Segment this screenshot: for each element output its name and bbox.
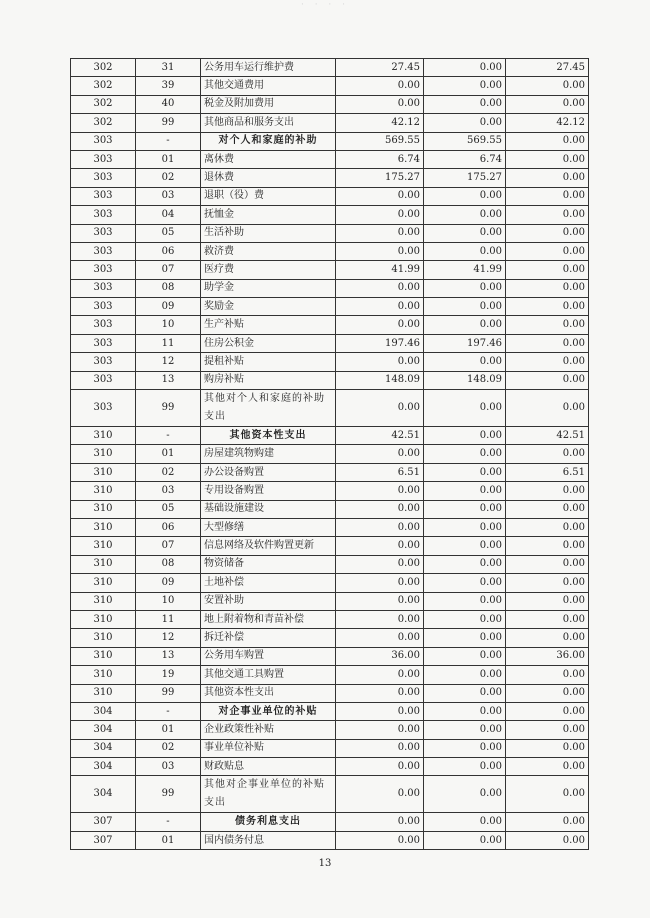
item-name-cell: 救济费 bbox=[201, 242, 336, 260]
table-row bbox=[71, 537, 589, 555]
total-cell: 0.00 bbox=[336, 776, 424, 813]
basic-cell: 0.00 bbox=[424, 702, 506, 720]
item-code-cell: 02 bbox=[136, 169, 201, 187]
basic-cell: 0.00 bbox=[424, 629, 506, 647]
basic-cell: 569.55 bbox=[424, 132, 506, 150]
item-code-cell: 12 bbox=[136, 629, 201, 647]
item-code-cell: 01 bbox=[136, 445, 201, 463]
item-code-cell: 06 bbox=[136, 518, 201, 536]
total-cell: 0.00 bbox=[336, 390, 424, 427]
project-cell: 0.00 bbox=[506, 592, 589, 610]
class-code-cell: 303 bbox=[71, 298, 136, 316]
total-cell: 0.00 bbox=[336, 206, 424, 224]
item-name-cell: 对个人和家庭的补助 bbox=[201, 132, 336, 150]
project-cell: 0.00 bbox=[506, 298, 589, 316]
total-cell: 0.00 bbox=[336, 758, 424, 776]
table-row bbox=[71, 555, 589, 573]
item-code-cell: 01 bbox=[136, 721, 201, 739]
class-code-cell: 310 bbox=[71, 463, 136, 481]
table-row bbox=[71, 316, 589, 334]
table-row bbox=[71, 298, 589, 316]
faint-scan-header: · · · · bbox=[300, 0, 350, 10]
basic-cell: 0.00 bbox=[424, 500, 506, 518]
item-name-cell: 其他资本性支出 bbox=[201, 427, 336, 445]
item-name-cell: 其他对个人和家庭的补助支出 bbox=[201, 390, 336, 427]
table-row bbox=[71, 371, 589, 389]
item-code-cell: 09 bbox=[136, 298, 201, 316]
total-cell: 0.00 bbox=[336, 445, 424, 463]
project-cell: 0.00 bbox=[506, 574, 589, 592]
total-cell: 0.00 bbox=[336, 224, 424, 242]
class-code-cell: 304 bbox=[71, 739, 136, 757]
basic-cell: 0.00 bbox=[424, 427, 506, 445]
total-cell: 41.99 bbox=[336, 261, 424, 279]
project-cell: 0.00 bbox=[506, 279, 589, 297]
total-cell: 0.00 bbox=[336, 298, 424, 316]
table-row bbox=[71, 463, 589, 481]
class-code-cell: 302 bbox=[71, 59, 136, 77]
total-cell: 0.00 bbox=[336, 610, 424, 628]
project-cell: 0.00 bbox=[506, 445, 589, 463]
total-cell: 36.00 bbox=[336, 647, 424, 665]
item-name-cell: 事业单位补贴 bbox=[201, 739, 336, 757]
item-code-cell: - bbox=[136, 132, 201, 150]
basic-cell: 0.00 bbox=[424, 77, 506, 95]
item-code-cell: - bbox=[136, 702, 201, 720]
item-code-cell: 99 bbox=[136, 114, 201, 132]
basic-cell: 0.00 bbox=[424, 537, 506, 555]
total-cell: 0.00 bbox=[336, 279, 424, 297]
item-code-cell: 07 bbox=[136, 537, 201, 555]
item-name-cell: 退休费 bbox=[201, 169, 336, 187]
project-cell: 0.00 bbox=[506, 95, 589, 113]
project-cell: 0.00 bbox=[506, 132, 589, 150]
item-name-cell: 其他资本性支出 bbox=[201, 684, 336, 702]
item-code-cell: 03 bbox=[136, 482, 201, 500]
table-row bbox=[71, 721, 589, 739]
total-cell: 197.46 bbox=[336, 334, 424, 352]
project-cell: 0.00 bbox=[506, 206, 589, 224]
total-cell: 0.00 bbox=[336, 629, 424, 647]
item-code-cell: - bbox=[136, 427, 201, 445]
item-name-cell: 其他交通费用 bbox=[201, 77, 336, 95]
item-name-cell: 专用设备购置 bbox=[201, 482, 336, 500]
table-row bbox=[71, 629, 589, 647]
item-code-cell: 08 bbox=[136, 555, 201, 573]
item-code-cell: 01 bbox=[136, 831, 201, 849]
class-code-cell: 303 bbox=[71, 390, 136, 427]
item-code-cell: 08 bbox=[136, 279, 201, 297]
table-row bbox=[71, 445, 589, 463]
item-name-cell: 大型修缮 bbox=[201, 518, 336, 536]
basic-cell: 0.00 bbox=[424, 59, 506, 77]
item-name-cell: 抚恤金 bbox=[201, 206, 336, 224]
table-row bbox=[71, 610, 589, 628]
item-code-cell: 04 bbox=[136, 206, 201, 224]
project-cell: 27.45 bbox=[506, 59, 589, 77]
class-code-cell: 304 bbox=[71, 758, 136, 776]
item-code-cell: 39 bbox=[136, 77, 201, 95]
class-code-cell: 303 bbox=[71, 316, 136, 334]
project-cell: 0.00 bbox=[506, 537, 589, 555]
project-cell: 0.00 bbox=[506, 261, 589, 279]
class-code-cell: 310 bbox=[71, 610, 136, 628]
item-name-cell: 土地补偿 bbox=[201, 574, 336, 592]
basic-cell: 0.00 bbox=[424, 518, 506, 536]
project-cell: 0.00 bbox=[506, 334, 589, 352]
item-code-cell: 13 bbox=[136, 371, 201, 389]
project-cell: 0.00 bbox=[506, 500, 589, 518]
table-row bbox=[71, 59, 589, 77]
class-code-cell: 303 bbox=[71, 261, 136, 279]
item-name-cell: 公务用车购置 bbox=[201, 647, 336, 665]
table-row bbox=[71, 261, 589, 279]
basic-cell: 0.00 bbox=[424, 224, 506, 242]
item-code-cell: 05 bbox=[136, 224, 201, 242]
total-cell: 0.00 bbox=[336, 555, 424, 573]
basic-cell: 0.00 bbox=[424, 353, 506, 371]
class-code-cell: 310 bbox=[71, 537, 136, 555]
project-cell: 36.00 bbox=[506, 647, 589, 665]
table-body bbox=[71, 59, 589, 850]
item-name-cell: 信息网络及软件购置更新 bbox=[201, 537, 336, 555]
class-code-cell: 310 bbox=[71, 482, 136, 500]
class-code-cell: 303 bbox=[71, 150, 136, 168]
basic-cell: 0.00 bbox=[424, 463, 506, 481]
table-row bbox=[71, 647, 589, 665]
basic-cell: 0.00 bbox=[424, 776, 506, 813]
item-code-cell: - bbox=[136, 813, 201, 831]
item-code-cell: 11 bbox=[136, 610, 201, 628]
item-name-cell: 离休费 bbox=[201, 150, 336, 168]
total-cell: 42.12 bbox=[336, 114, 424, 132]
project-cell: 0.00 bbox=[506, 739, 589, 757]
project-cell: 42.12 bbox=[506, 114, 589, 132]
expenditure-table bbox=[70, 58, 589, 850]
item-code-cell: 11 bbox=[136, 334, 201, 352]
table-row bbox=[71, 427, 589, 445]
project-cell: 0.00 bbox=[506, 390, 589, 427]
table-row bbox=[71, 739, 589, 757]
project-cell: 0.00 bbox=[506, 629, 589, 647]
total-cell: 0.00 bbox=[336, 187, 424, 205]
basic-cell: 0.00 bbox=[424, 206, 506, 224]
item-name-cell: 提租补贴 bbox=[201, 353, 336, 371]
basic-cell: 0.00 bbox=[424, 813, 506, 831]
basic-cell: 0.00 bbox=[424, 758, 506, 776]
basic-cell: 0.00 bbox=[424, 187, 506, 205]
table-row bbox=[71, 702, 589, 720]
page-number: 13 bbox=[318, 858, 332, 869]
item-code-cell: 31 bbox=[136, 59, 201, 77]
project-cell: 0.00 bbox=[506, 242, 589, 260]
basic-cell: 0.00 bbox=[424, 279, 506, 297]
basic-cell: 148.09 bbox=[424, 371, 506, 389]
total-cell: 0.00 bbox=[336, 831, 424, 849]
project-cell: 0.00 bbox=[506, 813, 589, 831]
class-code-cell: 302 bbox=[71, 114, 136, 132]
item-code-cell: 03 bbox=[136, 187, 201, 205]
item-name-cell: 购房补贴 bbox=[201, 371, 336, 389]
item-name-cell: 其他交通工具购置 bbox=[201, 666, 336, 684]
class-code-cell: 303 bbox=[71, 353, 136, 371]
item-name-cell: 助学金 bbox=[201, 279, 336, 297]
basic-cell: 6.74 bbox=[424, 150, 506, 168]
item-code-cell: 12 bbox=[136, 353, 201, 371]
total-cell: 0.00 bbox=[336, 574, 424, 592]
table-row bbox=[71, 831, 589, 849]
total-cell: 0.00 bbox=[336, 721, 424, 739]
item-name-cell: 其他商品和服务支出 bbox=[201, 114, 336, 132]
total-cell: 0.00 bbox=[336, 316, 424, 334]
class-code-cell: 304 bbox=[71, 776, 136, 813]
table-row bbox=[71, 482, 589, 500]
class-code-cell: 302 bbox=[71, 95, 136, 113]
basic-cell: 0.00 bbox=[424, 574, 506, 592]
table-row bbox=[71, 114, 589, 132]
item-name-cell: 住房公积金 bbox=[201, 334, 336, 352]
class-code-cell: 310 bbox=[71, 647, 136, 665]
class-code-cell: 310 bbox=[71, 574, 136, 592]
item-name-cell: 企业政策性补贴 bbox=[201, 721, 336, 739]
project-cell: 0.00 bbox=[506, 666, 589, 684]
item-name-cell: 财政贴息 bbox=[201, 758, 336, 776]
item-name-cell: 对企事业单位的补贴 bbox=[201, 702, 336, 720]
class-code-cell: 310 bbox=[71, 592, 136, 610]
class-code-cell: 310 bbox=[71, 666, 136, 684]
table-row bbox=[71, 150, 589, 168]
table-row bbox=[71, 132, 589, 150]
item-code-cell: 99 bbox=[136, 776, 201, 813]
total-cell: 0.00 bbox=[336, 592, 424, 610]
basic-cell: 0.00 bbox=[424, 721, 506, 739]
table-row bbox=[71, 224, 589, 242]
class-code-cell: 303 bbox=[71, 206, 136, 224]
item-code-cell: 13 bbox=[136, 647, 201, 665]
project-cell: 0.00 bbox=[506, 610, 589, 628]
project-cell: 0.00 bbox=[506, 776, 589, 813]
project-cell: 0.00 bbox=[506, 187, 589, 205]
class-code-cell: 304 bbox=[71, 702, 136, 720]
table-row bbox=[71, 77, 589, 95]
basic-cell: 0.00 bbox=[424, 592, 506, 610]
total-cell: 27.45 bbox=[336, 59, 424, 77]
basic-cell: 0.00 bbox=[424, 482, 506, 500]
basic-cell: 197.46 bbox=[424, 334, 506, 352]
project-cell: 0.00 bbox=[506, 721, 589, 739]
basic-cell: 41.99 bbox=[424, 261, 506, 279]
class-code-cell: 303 bbox=[71, 224, 136, 242]
item-name-cell: 公务用车运行维护费 bbox=[201, 59, 336, 77]
total-cell: 0.00 bbox=[336, 500, 424, 518]
table-row bbox=[71, 169, 589, 187]
total-cell: 0.00 bbox=[336, 537, 424, 555]
basic-cell: 0.00 bbox=[424, 666, 506, 684]
basic-cell: 0.00 bbox=[424, 610, 506, 628]
item-name-cell: 地上附着物和青苗补偿 bbox=[201, 610, 336, 628]
project-cell: 0.00 bbox=[506, 684, 589, 702]
item-name-cell: 拆迁补偿 bbox=[201, 629, 336, 647]
item-name-cell: 债务利息支出 bbox=[201, 813, 336, 831]
total-cell: 0.00 bbox=[336, 684, 424, 702]
table-row bbox=[71, 758, 589, 776]
total-cell: 148.09 bbox=[336, 371, 424, 389]
class-code-cell: 310 bbox=[71, 427, 136, 445]
item-code-cell: 06 bbox=[136, 242, 201, 260]
item-code-cell: 10 bbox=[136, 592, 201, 610]
basic-cell: 0.00 bbox=[424, 445, 506, 463]
item-name-cell: 房屋建筑物购建 bbox=[201, 445, 336, 463]
total-cell: 0.00 bbox=[336, 739, 424, 757]
table-row bbox=[71, 666, 589, 684]
table-row bbox=[71, 206, 589, 224]
basic-cell: 0.00 bbox=[424, 390, 506, 427]
project-cell: 0.00 bbox=[506, 555, 589, 573]
total-cell: 0.00 bbox=[336, 666, 424, 684]
item-code-cell: 07 bbox=[136, 261, 201, 279]
item-code-cell: 09 bbox=[136, 574, 201, 592]
total-cell: 0.00 bbox=[336, 482, 424, 500]
project-cell: 42.51 bbox=[506, 427, 589, 445]
total-cell: 0.00 bbox=[336, 242, 424, 260]
table-row bbox=[71, 390, 589, 427]
basic-cell: 0.00 bbox=[424, 647, 506, 665]
item-name-cell: 安置补助 bbox=[201, 592, 336, 610]
basic-cell: 175.27 bbox=[424, 169, 506, 187]
project-cell: 0.00 bbox=[506, 831, 589, 849]
total-cell: 0.00 bbox=[336, 95, 424, 113]
item-code-cell: 10 bbox=[136, 316, 201, 334]
item-name-cell: 其他对企事业单位的补贴支出 bbox=[201, 776, 336, 813]
class-code-cell: 304 bbox=[71, 721, 136, 739]
item-code-cell: 99 bbox=[136, 390, 201, 427]
class-code-cell: 307 bbox=[71, 831, 136, 849]
class-code-cell: 310 bbox=[71, 629, 136, 647]
item-name-cell: 奖励金 bbox=[201, 298, 336, 316]
class-code-cell: 303 bbox=[71, 187, 136, 205]
class-code-cell: 310 bbox=[71, 555, 136, 573]
class-code-cell: 303 bbox=[71, 132, 136, 150]
project-cell: 0.00 bbox=[506, 518, 589, 536]
table-row bbox=[71, 574, 589, 592]
total-cell: 0.00 bbox=[336, 518, 424, 536]
class-code-cell: 310 bbox=[71, 445, 136, 463]
class-code-cell: 310 bbox=[71, 518, 136, 536]
item-name-cell: 基础设施建设 bbox=[201, 500, 336, 518]
table-row bbox=[71, 684, 589, 702]
table-row bbox=[71, 813, 589, 831]
basic-cell: 0.00 bbox=[424, 555, 506, 573]
item-code-cell: 02 bbox=[136, 463, 201, 481]
item-name-cell: 生活补助 bbox=[201, 224, 336, 242]
total-cell: 569.55 bbox=[336, 132, 424, 150]
total-cell: 6.74 bbox=[336, 150, 424, 168]
basic-cell: 0.00 bbox=[424, 242, 506, 260]
class-code-cell: 303 bbox=[71, 334, 136, 352]
table-row bbox=[71, 592, 589, 610]
project-cell: 0.00 bbox=[506, 482, 589, 500]
project-cell: 6.51 bbox=[506, 463, 589, 481]
table-row bbox=[71, 353, 589, 371]
table-row bbox=[71, 776, 589, 813]
basic-cell: 0.00 bbox=[424, 831, 506, 849]
table-row bbox=[71, 500, 589, 518]
item-name-cell: 退职（役）费 bbox=[201, 187, 336, 205]
table-row bbox=[71, 242, 589, 260]
basic-cell: 0.00 bbox=[424, 95, 506, 113]
class-code-cell: 303 bbox=[71, 169, 136, 187]
item-code-cell: 01 bbox=[136, 150, 201, 168]
item-code-cell: 05 bbox=[136, 500, 201, 518]
class-code-cell: 302 bbox=[71, 77, 136, 95]
total-cell: 0.00 bbox=[336, 353, 424, 371]
project-cell: 0.00 bbox=[506, 702, 589, 720]
total-cell: 0.00 bbox=[336, 813, 424, 831]
basic-cell: 0.00 bbox=[424, 316, 506, 334]
basic-cell: 0.00 bbox=[424, 739, 506, 757]
project-cell: 0.00 bbox=[506, 224, 589, 242]
table-row bbox=[71, 95, 589, 113]
class-code-cell: 303 bbox=[71, 279, 136, 297]
class-code-cell: 310 bbox=[71, 684, 136, 702]
project-cell: 0.00 bbox=[506, 371, 589, 389]
basic-cell: 0.00 bbox=[424, 298, 506, 316]
project-cell: 0.00 bbox=[506, 150, 589, 168]
class-code-cell: 310 bbox=[71, 500, 136, 518]
item-name-cell: 办公设备购置 bbox=[201, 463, 336, 481]
class-code-cell: 307 bbox=[71, 813, 136, 831]
item-code-cell: 19 bbox=[136, 666, 201, 684]
total-cell: 6.51 bbox=[336, 463, 424, 481]
table-row bbox=[71, 279, 589, 297]
project-cell: 0.00 bbox=[506, 758, 589, 776]
item-name-cell: 医疗费 bbox=[201, 261, 336, 279]
total-cell: 0.00 bbox=[336, 77, 424, 95]
table-row bbox=[71, 187, 589, 205]
item-name-cell: 生产补贴 bbox=[201, 316, 336, 334]
basic-cell: 0.00 bbox=[424, 684, 506, 702]
total-cell: 42.51 bbox=[336, 427, 424, 445]
total-cell: 175.27 bbox=[336, 169, 424, 187]
class-code-cell: 303 bbox=[71, 242, 136, 260]
item-code-cell: 40 bbox=[136, 95, 201, 113]
item-code-cell: 03 bbox=[136, 758, 201, 776]
table-row bbox=[71, 518, 589, 536]
project-cell: 0.00 bbox=[506, 77, 589, 95]
basic-cell: 0.00 bbox=[424, 114, 506, 132]
project-cell: 0.00 bbox=[506, 316, 589, 334]
project-cell: 0.00 bbox=[506, 353, 589, 371]
item-name-cell: 物资储备 bbox=[201, 555, 336, 573]
item-name-cell: 国内债务付息 bbox=[201, 831, 336, 849]
project-cell: 0.00 bbox=[506, 169, 589, 187]
item-name-cell: 税金及附加费用 bbox=[201, 95, 336, 113]
table-row bbox=[71, 334, 589, 352]
class-code-cell: 303 bbox=[71, 371, 136, 389]
total-cell: 0.00 bbox=[336, 702, 424, 720]
item-code-cell: 02 bbox=[136, 739, 201, 757]
item-code-cell: 99 bbox=[136, 684, 201, 702]
